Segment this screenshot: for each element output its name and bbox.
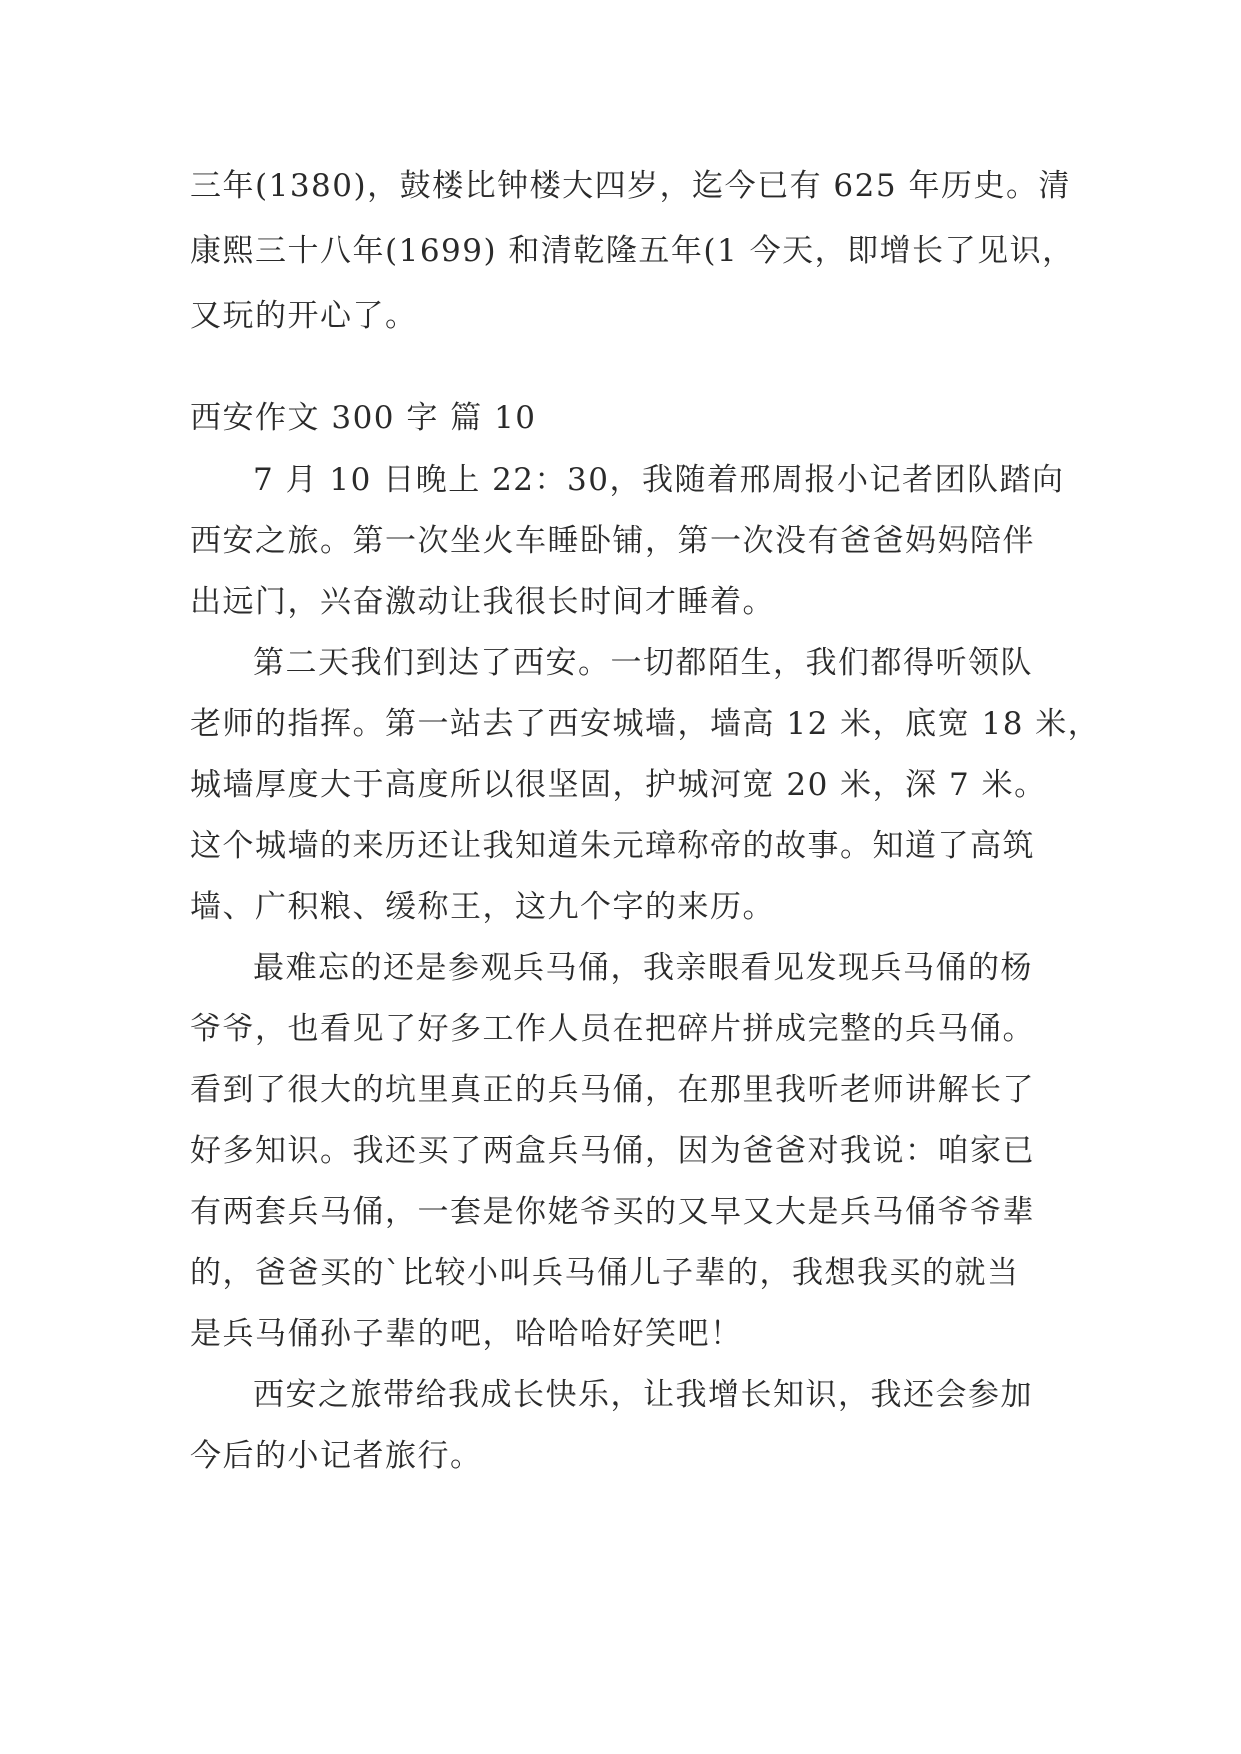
paragraph-line: 墙、广积粮、缓称王，这九个字的来历。 <box>190 889 775 925</box>
paragraph-line: 爷爷，也看见了好多工作人员在把碎片拼成完整的兵马俑。 <box>190 1011 1035 1047</box>
paragraph-line: 7 月 10 日晚上 22：30，我随着邢周报小记者团队踏向 <box>253 462 1065 498</box>
intro-line: 三年(1380)，鼓楼比钟楼大四岁，迄今已有 625 年历史。清 <box>190 168 1071 204</box>
paragraph-line: 是兵马俑孙子辈的吧，哈哈哈好笑吧！ <box>190 1316 743 1352</box>
paragraph-line: 看到了很大的坑里真正的兵马俑，在那里我听老师讲解长了 <box>190 1072 1035 1108</box>
intro-line: 康熙三十八年(1699) 和清乾隆五年(1 今天，即增长了见识， <box>190 233 1075 269</box>
paragraph-line: 出远门，兴奋激动让我很长时间才睡着。 <box>190 584 775 620</box>
paragraph-line: 老师的指挥。第一站去了西安城墙，墙高 12 米，底宽 18 米， <box>190 706 1101 742</box>
paragraph-line: 最难忘的还是参观兵马俑，我亲眼看见发现兵马俑的杨 <box>253 950 1033 986</box>
paragraph-line: 这个城墙的来历还让我知道朱元璋称帝的故事。知道了高筑 <box>190 828 1035 864</box>
intro-line: 又玩的开心了。 <box>190 298 418 334</box>
paragraph-line: 的，爸爸买的`比较小叫兵马俑儿子辈的，我想我买的就当 <box>190 1255 1020 1291</box>
paragraph-line: 好多知识。我还买了两盒兵马俑，因为爸爸对我说：咱家已 <box>190 1133 1035 1169</box>
section-title: 西安作文 300 字 篇 10 <box>190 400 537 436</box>
paragraph-line: 城墙厚度大于高度所以很坚固，护城河宽 20 米，深 7 米。 <box>190 767 1047 803</box>
paragraph-line: 西安之旅带给我成长快乐，让我增长知识，我还会参加 <box>253 1377 1033 1413</box>
paragraph-line: 今后的小记者旅行。 <box>190 1438 483 1474</box>
paragraph-line: 第二天我们到达了西安。一切都陌生，我们都得听领队 <box>253 645 1033 681</box>
paragraph-line: 有两套兵马俑，一套是你姥爷买的又早又大是兵马俑爷爷辈 <box>190 1194 1035 1230</box>
paragraph-line: 西安之旅。第一次坐火车睡卧铺，第一次没有爸爸妈妈陪伴 <box>190 523 1035 559</box>
